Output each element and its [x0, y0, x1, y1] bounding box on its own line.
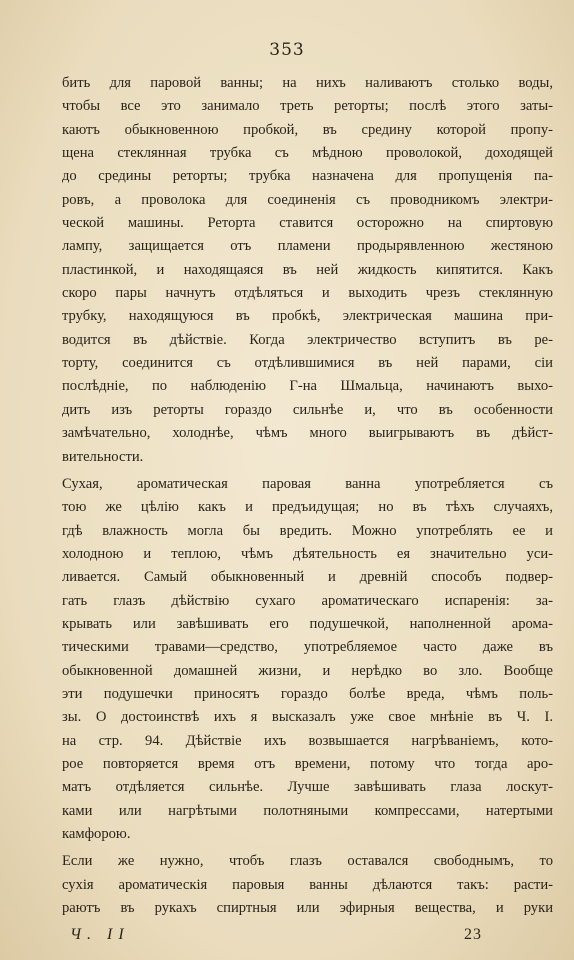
text-line: послѣдніе, по наблюденію Г-на Шмальца, начинаютъ выхо- [62, 378, 553, 395]
text-line: скоро пары начнутъ отдѣляться и выходить чрезъ стеклянную [62, 285, 553, 302]
text-line: ливается. Самый обыкновенный и древній способъ подвер- [62, 569, 553, 586]
page-number: 353 [269, 40, 305, 60]
text-line: тою же цѣлію какъ и предъидущая; но въ тѣхъ случаяхъ, [62, 499, 553, 516]
text-line: раютъ въ рукахъ спиртныя или эфирныя вещества, и руки [62, 900, 553, 917]
paragraph-first-line: Если же нужно, чтобъ глазъ оставался свободнымъ, то [62, 853, 553, 870]
text-line: крывать или завѣшивать его подушечкой, наполненной арома- [62, 615, 553, 632]
paragraph-first-line: Сухая, ароматическая паровая ванна употребляется съ [62, 475, 553, 492]
text-line: гдѣ влажность могла бы вредить. Можно употреблять ее и [62, 522, 553, 539]
sheet-number: 23 [464, 926, 482, 943]
text-line: трубку, находящуюся въ пробкѣ, электрическая машина при- [62, 308, 553, 325]
text-line: вительности. [62, 448, 144, 465]
text-line: рое повторяется время отъ времени, потому что тогда аро- [62, 755, 553, 772]
page-body [62, 72, 553, 920]
text-line: тическими травами—средство, употребляемое часто даже въ [62, 639, 553, 656]
text-line: матъ отдѣляется сильнѣе. Лучше завѣшивать глаза лоскут- [62, 779, 553, 796]
text-line: гать глазъ дѣйствію сухаго ароматическаго испаренія: за- [62, 592, 553, 609]
text-line: пластинкой, и находящаяся въ ней жидкость кипятится. Какъ [62, 261, 553, 278]
text-line: дить изъ реторты гораздо сильнѣе и, что въ особенности [62, 401, 553, 418]
signature-mark: Ч. II [70, 926, 130, 943]
text-line: торту, соединится съ отдѣлившимися въ ней парами, сіи [62, 355, 553, 372]
page-footer [62, 926, 553, 950]
text-line: ческой машины. Реторта ставится осторожно на спиртовую [62, 215, 553, 232]
text-line: щена стеклянная трубка съ мѣдною проволокой, доходящей [62, 145, 553, 162]
text-line: на стр. 94. Дѣйствіе ихъ возвышается нагрѣваніемъ, кото- [62, 732, 553, 749]
text-line: чтобы все это занимало треть реторты; послѣ этого заты- [62, 98, 553, 115]
text-line: зы. О достоинствѣ ихъ я высказалъ уже свое мнѣніе въ Ч. I. [62, 709, 553, 726]
text-line: ровъ, а проволока для соединенія съ проводникомъ электри- [62, 191, 553, 208]
text-line: до средины реторты; трубка назначена для пропущенія па- [62, 168, 553, 185]
text-line: эти подушечки приносятъ гораздо болѣе вреда, чѣмъ поль- [62, 685, 553, 702]
text-line: замѣчательно, холоднѣе, чѣмъ много выигрываютъ въ дѣйст- [62, 425, 553, 442]
text-line: каютъ обыкновенною пробкой, въ средину которой пропу- [62, 121, 553, 138]
text-line: камфорою. [62, 826, 131, 842]
text-line: водится въ дѣйствіе. Когда электричество вступитъ въ ре- [62, 331, 553, 348]
text-line: сухія ароматическія паровыя ванны дѣлаются такъ: расти- [62, 876, 553, 893]
text-line: ками или нагрѣтыми полотняными компрессами, натертыми [62, 802, 553, 819]
text-line: холодною и теплою, чѣмъ дѣятельность ея значительно уси- [62, 545, 553, 562]
text-line: бить для паровой ванны; на нихъ наливаютъ столько воды, [62, 75, 553, 91]
text-line: лампу, защищается отъ пламени продырявленною жестяною [62, 238, 553, 255]
text-line: обыкновенной домашней жизни, и нерѣдко во зло. Вообще [62, 662, 553, 679]
